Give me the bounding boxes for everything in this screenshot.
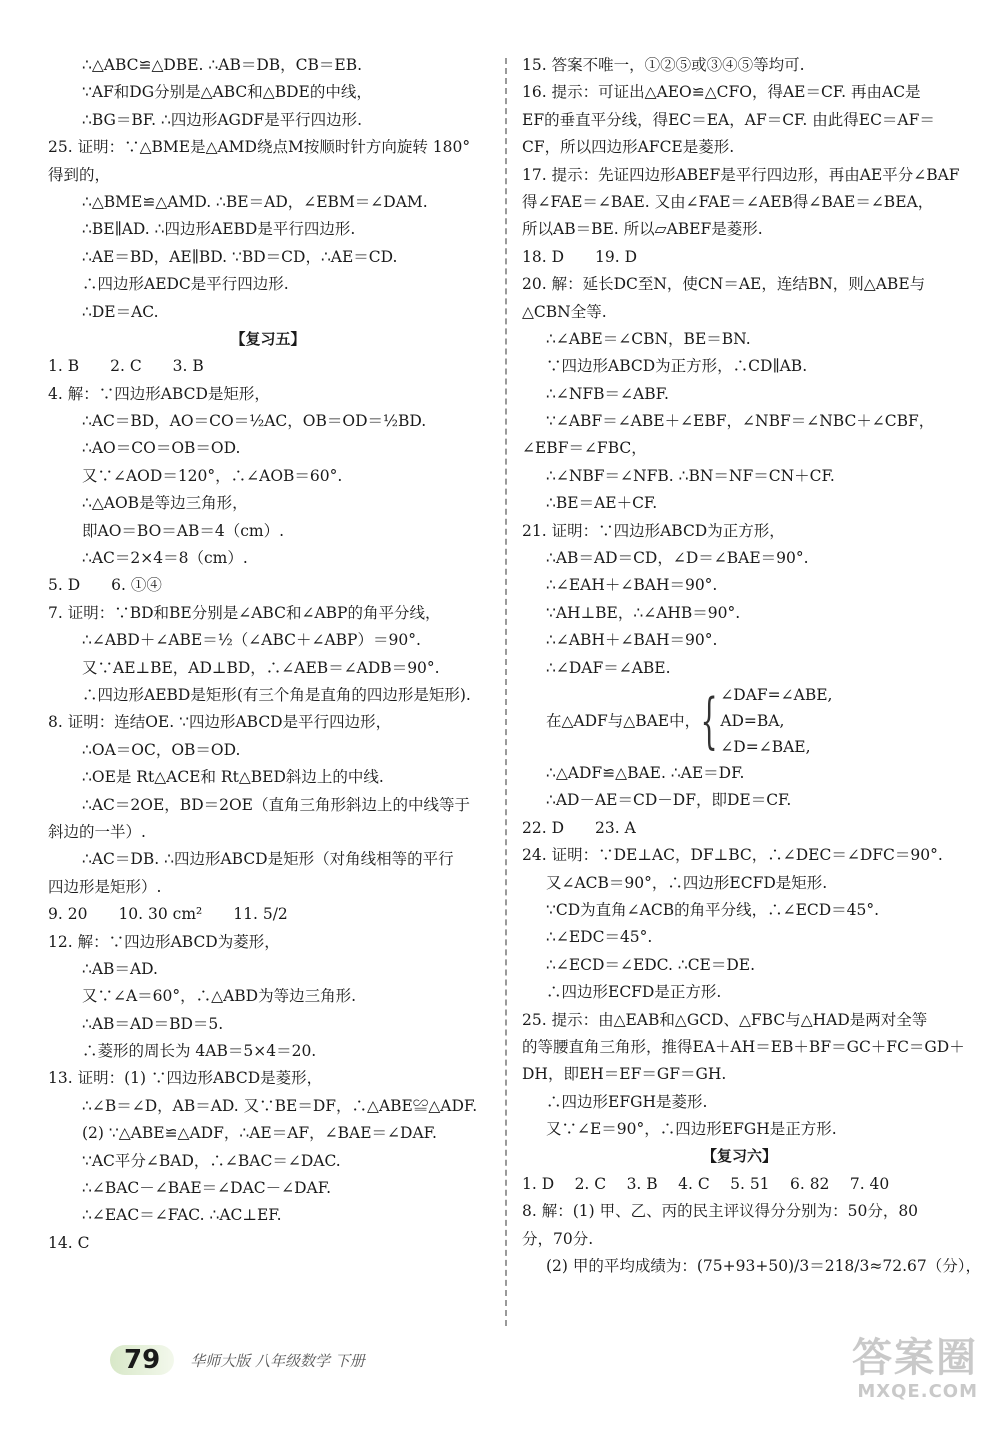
answer-line: 21. 证明：∵四边形ABCD为正方形， (522, 521, 785, 540)
answer-line: 24. 证明：∵DE⊥AC，DF⊥BC，∴∠DEC＝∠DFC＝90°. (522, 846, 943, 865)
answer-line: 20. 解：延长DC至N，使CN＝AE，连结BN，则△ABE与 (522, 275, 926, 294)
answer-line: ∴∠NBF＝∠NFB. ∴BN＝NF＝CN＋CF. (546, 466, 835, 485)
answer-line: ∴AC＝DB. ∴四边形ABCD是矩形（对角线相等的平行 (82, 850, 454, 869)
system-conditions (720, 682, 832, 760)
answer-line: ∴四边形AEBD是矩形(有三个角是直角的四边形是矩形). (82, 685, 471, 704)
answer-line: ∵∠ABF＝∠ABE＋∠EBF，∠NBF＝∠NBC＋∠CBF， (546, 412, 935, 431)
answer-line: 又∵∠E＝90°，∴四边形EFGH是正方形. (546, 1120, 837, 1139)
answer-line: ∴AC＝2OE，BD＝2OE（直角三角形斜边上的中线等于 (82, 795, 471, 814)
answer-line: ∵CD为直角∠ACB的角平分线，∴∠ECD＝45°. (546, 900, 880, 919)
answer-line: ∵四边形ABCD为正方形，∴CD∥AB. (546, 357, 808, 376)
answer-line: 18. D 19. D (522, 247, 638, 266)
answer-line: ∴AB＝AD＝CD，∠D＝∠BAE＝90°. (546, 549, 809, 568)
answer-line: DH，即EH＝EF＝GF＝GH. (522, 1065, 727, 1084)
answer-line: △CBN全等. (522, 302, 607, 321)
answer-line: 14. C (48, 1233, 90, 1252)
answer-line: 得到的， (48, 165, 111, 184)
answer-line: 15. 答案不唯一，①②⑤或③④⑤等均可. (522, 56, 805, 74)
answer-line: ∴OA＝OC，OB＝OD. (82, 740, 241, 759)
answer-line: 5. D 6. ①④ (48, 576, 162, 595)
brace-icon: { (700, 685, 718, 756)
right-column (522, 52, 981, 1280)
watermark-logo (852, 1335, 978, 1402)
answer-line: 又∠ACB＝90°，∴四边形ECFD是矩形. (546, 873, 828, 892)
answer-line: ∴BG＝BF. ∴四边形AGDF是平行四边形. (82, 110, 363, 129)
answer-line: 25. 证明：∵△BME是△AMD绕点M按顺时针方向旋转 180° (48, 138, 471, 157)
answer-line: 又∵AE⊥BE，AD⊥BD，∴∠AEB＝∠ADB＝90°. (82, 658, 440, 677)
answer-line: ∴菱形的周长为 4AB＝5×4＝20. (82, 1042, 317, 1061)
answer-line: ∵AF和DG分别是△ABC和△BDE的中线， (82, 83, 372, 102)
system-line: ∠D=∠BAE, (720, 737, 811, 756)
answer-line: (2) ∵△ABE≌△ADF，∴AE＝AF，∠BAE＝∠DAF. (82, 1124, 437, 1143)
answer-line: ∴BE∥AD. ∴四边形AEBD是平行四边形. (82, 220, 356, 239)
answer-line: 四边形是矩形）. (48, 877, 162, 896)
answer-line: 8. 证明：连结OE. ∵四边形ABCD是平行四边形， (48, 713, 392, 732)
answer-line: ∴DE＝AC. (82, 302, 159, 321)
answer-line: 4. 解：∵四边形ABCD是矩形， (48, 384, 270, 403)
answer-line: 12. 解：∵四边形ABCD为菱形， (48, 932, 280, 951)
answer-line: EF的垂直平分线，得EC＝EA，AF＝CF. 由此得EC＝AF＝ (522, 110, 935, 129)
answer-line: 又∵∠A＝60°，∴△ABD为等边三角形. (82, 987, 357, 1006)
page-number: 79 (110, 1345, 174, 1375)
answer-line: ∴OE是 Rt△ACE和 Rt△BED斜边上的中线. (82, 768, 384, 787)
system-line: ∠DAF=∠ABE, (720, 685, 833, 704)
answer-line: 22. D 23. A (522, 818, 636, 837)
answer-line: ∴AC＝BD，AO＝CO＝½AC，OB＝OD＝½BD. (82, 412, 427, 431)
answer-line: (2) 甲的平均成绩为：(75+93+50)/3＝218/3≈72.67（分）， (546, 1257, 981, 1276)
answer-line: ∴∠DAF＝∠ABE. (546, 658, 671, 677)
answer-line: ∴∠ABD＋∠ABE＝½（∠ABC＋∠ABP）＝90°. (82, 631, 421, 650)
answer-line: ∴BE＝AE＋CF. (546, 494, 658, 513)
answer-line: ∠EBF＝∠FBC， (522, 439, 647, 458)
answer-line: ∴∠NFB＝∠ABF. (546, 384, 669, 403)
left-column (48, 52, 488, 1257)
answer-line: 得∠FAE＝∠BAE. 又由∠FAE＝∠AEB得∠BAE＝∠BEA， (522, 192, 934, 211)
answer-line: 8. 解：(1) 甲、乙、丙的民主评议得分分别为：50分，80 (522, 1202, 919, 1221)
section-heading: 【复习六】 (701, 1147, 777, 1166)
answer-line: 分，70分. (522, 1229, 594, 1248)
watermark-url: MXQE.COM (857, 1381, 978, 1402)
answer-line: ∴∠B＝∠D，AB＝AD. 又∵BE＝DF，∴△ABE≌△ADF. (82, 1096, 478, 1115)
answer-line: ∴∠BAC－∠BAE＝∠DAC－∠DAF. (82, 1179, 332, 1198)
answer-line: 7. 证明：∵BD和BE分别是∠ABC和∠ABP的角平分线， (48, 603, 441, 622)
answer-line: ∴∠ECD＝∠EDC. ∴CE＝DE. (546, 955, 756, 974)
answer-line: ∴△ADF≌△BAE. ∴AE＝DF. (546, 763, 745, 782)
answer-line: ∴∠EAH＋∠BAH＝90°. (546, 576, 718, 595)
answer-line: 17. 提示：先证四边形ABEF是平行四边形，再由AE平分∠BAF (522, 165, 960, 184)
answer-line: 25. 提示：由△EAB和△GCD、△FBC与△HAD是两对全等 (522, 1010, 928, 1029)
system-lead: 在△ADF与△BAE中， (546, 711, 701, 730)
book-title: 华师大版 八年级数学 下册 (190, 1351, 365, 1370)
answer-line: ∴AC＝2×4＝8（cm）. (82, 549, 248, 568)
answer-line: 的等腰直角三角形，推得EA＋AH＝EB＋BF＝GC＋FC＝GD＋ (522, 1037, 965, 1056)
answer-line: ∴四边形ECFD是正方形. (546, 983, 722, 1002)
answer-line: 即AO＝BO＝AB＝4（cm）. (82, 521, 285, 540)
answer-line: ∴△ABC≌△DBE. ∴AB＝DB，CB＝EB. (82, 56, 363, 74)
answer-line: ∴∠ABH＋∠BAH＝90°. (546, 631, 718, 650)
answer-line: ∴四边形AEDC是平行四边形. (82, 275, 289, 294)
answer-line: 16. 提示：可证出△AEO≌△CFO，得AE＝CF. 再由AC是 (522, 83, 921, 102)
answer-line: ∴四边形EFGH是菱形. (546, 1092, 708, 1111)
answer-line: 所以AB＝BE. 所以▱ABEF是菱形. (522, 220, 763, 239)
answer-line: 9. 20 10. 30 cm² 11. 5/2 (48, 905, 288, 924)
answer-line: 斜边的一半）. (48, 822, 146, 841)
answer-line: 13. 证明：(1) ∵四边形ABCD是菱形， (48, 1069, 323, 1088)
column-divider (505, 58, 507, 1326)
answer-line: ∴△AOB是等边三角形， (82, 494, 248, 513)
watermark-brand: 答案圈 (852, 1335, 978, 1381)
answer-line: ∴△BME≌△AMD. ∴BE＝AD，∠EBM＝∠DAM. (82, 192, 428, 211)
section-heading: 【复习五】 (230, 329, 306, 348)
answer-line: ∴AO＝CO＝OB＝OD. (82, 439, 241, 458)
answer-line: ∴∠EDC＝45°. (546, 928, 653, 947)
answer-line: ∴AB＝AD. (82, 959, 158, 978)
answer-line: ∴AB＝AD＝BD＝5. (82, 1014, 224, 1033)
answer-line: ∴∠ABE＝∠CBN，BE＝BN. (546, 329, 751, 348)
answer-line: ∴∠EAC＝∠FAC. ∴AC⊥EF. (82, 1206, 282, 1225)
answer-line: ∵AH⊥BE，∴∠AHB＝90°. (546, 603, 741, 622)
answer-line: ∴AE＝BD，AE∥BD. ∵BD＝CD，∴AE＝CD. (82, 247, 398, 266)
answer-line: 1. B 2. C 3. B (48, 357, 204, 376)
system-line: AD=BA, (720, 711, 785, 730)
answer-line: CF，所以四边形AFCE是菱形. (522, 138, 735, 157)
page-footer (110, 1342, 365, 1378)
answer-line: 1. D 2. C 3. B 4. C 5. 51 6. 82 7. 40 (522, 1174, 890, 1193)
answer-line: ∴AD－AE＝CD－DF，即DE＝CF. (546, 791, 792, 810)
equation-system (522, 682, 957, 760)
answer-line: 又∵∠AOD＝120°，∴∠AOB＝60°. (82, 466, 343, 485)
answer-line: ∵AC平分∠BAD，∴∠BAC＝∠DAC. (82, 1151, 341, 1170)
